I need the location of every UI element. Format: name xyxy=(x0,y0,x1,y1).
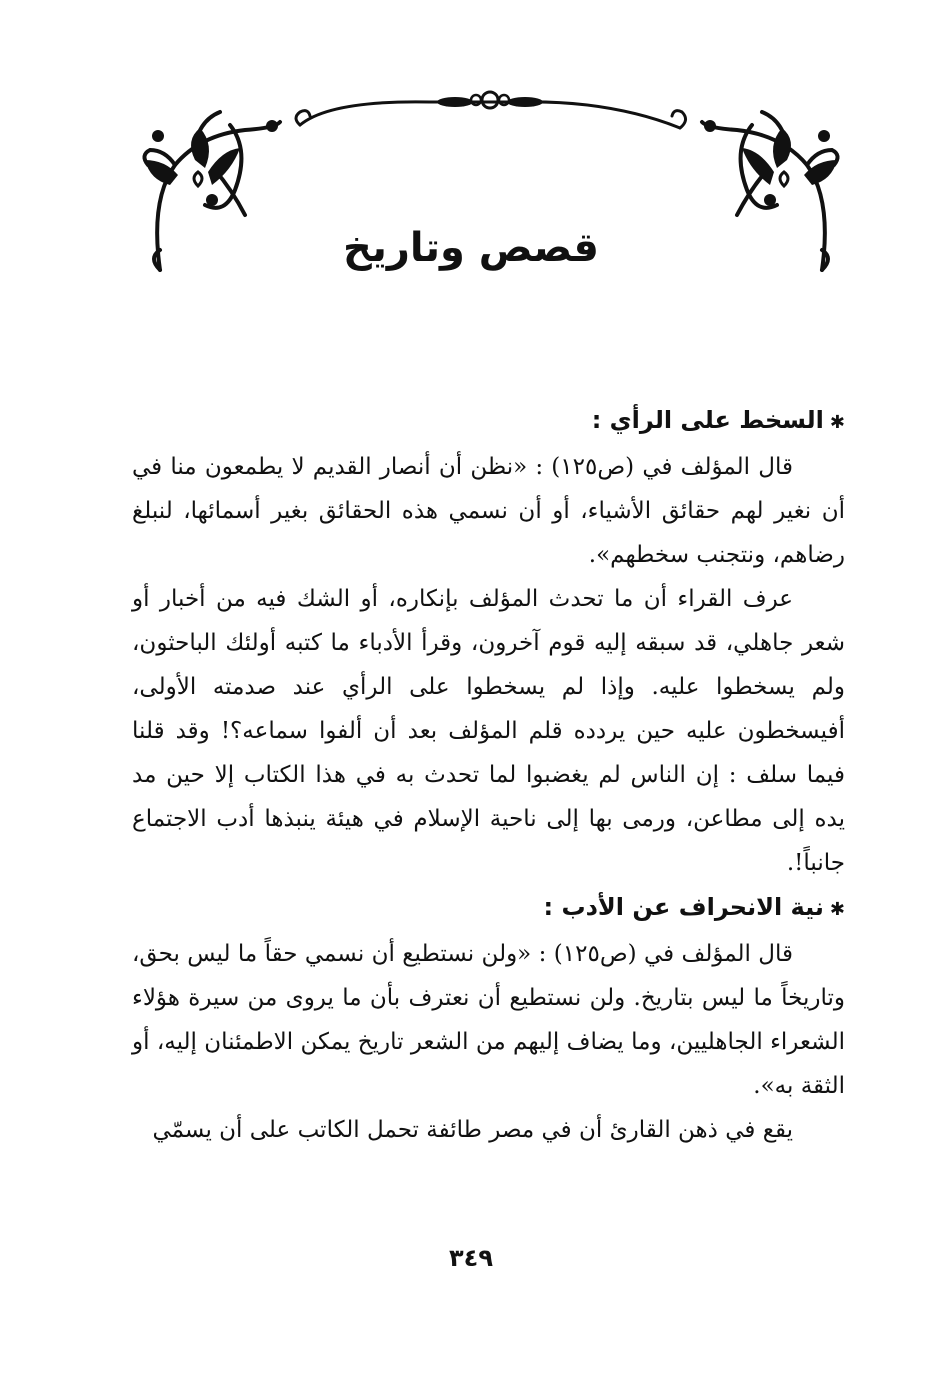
section-heading-2 xyxy=(132,885,845,932)
page-body xyxy=(132,398,845,1152)
paragraph-1: قال المؤلف في (ص١٢٥) : «نظن أن أنصار القديم لا يطمعون منا في أن نغير لهم حقائق الأشياء، أو أن نسمي هذه الحقائق بغير أسمائها، لنبلغ رضاهم، ونتجنب سخطهم». xyxy=(132,454,845,568)
section-heading-2-text: نية الانحراف عن الأدب : xyxy=(543,893,824,921)
left-corner-leaves xyxy=(145,120,278,206)
right-corner-leaves xyxy=(704,120,837,206)
page-number: ٣٤٩ xyxy=(449,1244,493,1272)
section-heading-1-text: السخط على الرأي : xyxy=(591,406,824,434)
paragraph-4: يقع في ذهن القارئ أن في مصر طائفة تحمل الكاتب على أن يسمّي xyxy=(152,1117,793,1143)
center-flourish xyxy=(437,92,543,108)
asterisk-icon: ✱ xyxy=(829,899,845,920)
paragraph-3: قال المؤلف في (ص١٢٥) : «ولن نستطيع أن نسمي حقاً ما ليس بحق، وتاريخاً ما ليس بتاريخ. ولن نستطيع أن نعترف بأن ما يروى من سيرة هؤلاء الشعراء الجاهليين، وما يضاف إليهم من الشعر تاريخ يمكن الاطمئنان إليه، أو الثقة به». xyxy=(132,941,845,1099)
chapter-title: قصص وتاريخ xyxy=(343,225,599,271)
section-heading-1 xyxy=(132,398,845,445)
paragraph-2: عرف القراء أن ما تحدث المؤلف بإنكاره، أو الشك فيه من أخبار أو شعر جاهلي، قد سبقه إليه قوم آخرون، وقرأ الأدباء ما كتبه أولئك الباحثون، ولم يسخطوا عليه. وإذا لم يسخطوا على الرأي عند صدمته الأولى، أفيسخطون عليه حين يردده قلم المؤلف بعد أن ألفوا سماعه؟! وقد قلنا فيما سلف : إن الناس لم يغضبوا لما تحدث به في هذا الكتاب إلا حين مد يده إلى مطاعن، ورمى بها إلى ناحية الإسلام في هيئة ينبذها أدب الاجتماع جانباً!. xyxy=(132,586,845,876)
asterisk-icon: ✱ xyxy=(829,412,845,433)
